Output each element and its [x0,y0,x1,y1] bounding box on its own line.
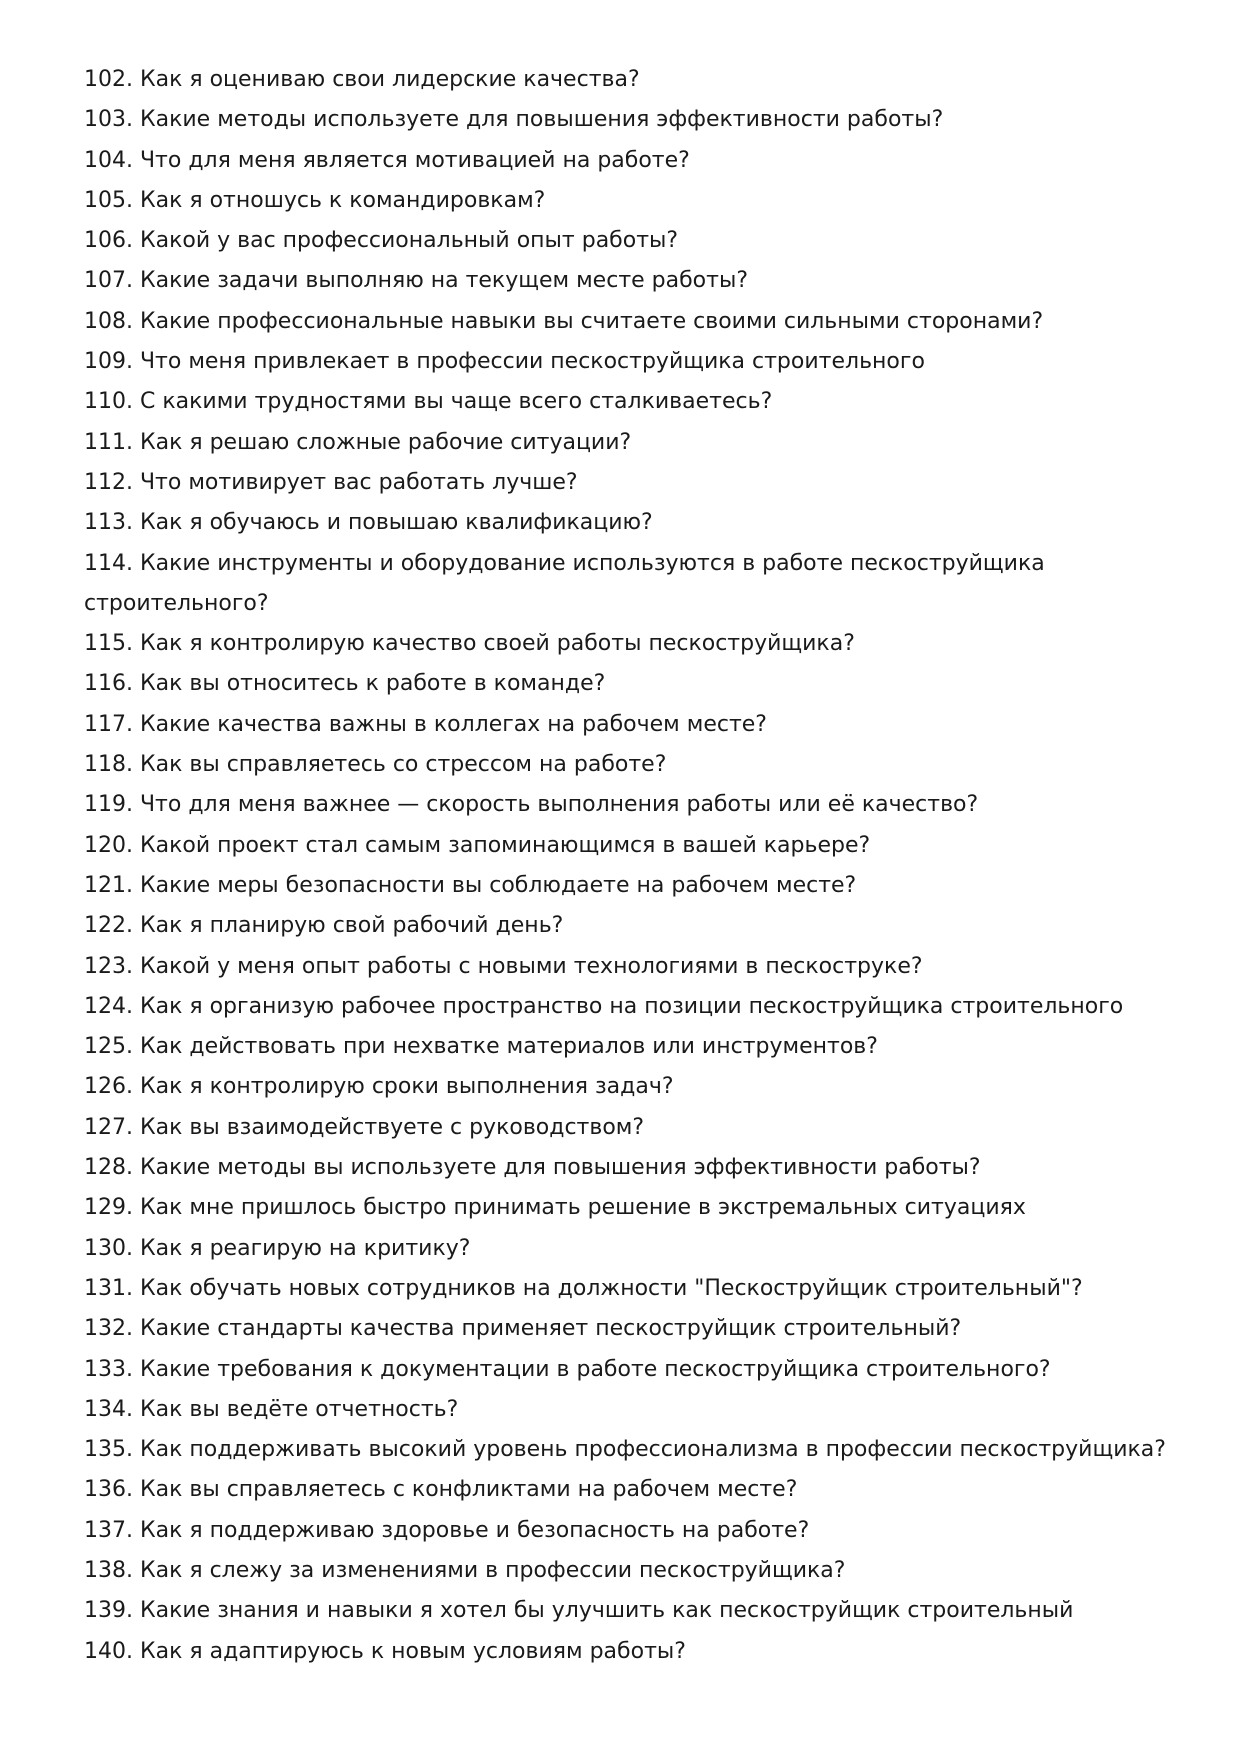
question-item: 126. Как я контролирую сроки выполнения задач? [84,1074,674,1100]
question-item: 121. Какие меры безопасности вы соблюдаете на рабочем месте? [84,872,857,898]
question-item: 136. Как вы справляетесь с конфликтами на рабочем месте? [84,1477,798,1503]
question-item: 110. С какими трудностями вы чаще всего сталкиваетесь? [84,389,773,415]
question-item: 108. Какие профессиональные навыки вы считаете своими сильными сторонами? [84,308,1044,334]
question-item: 135. Как поддерживать высокий уровень профессионализма в профессии пескоструйщика? [84,1437,1166,1463]
question-item: 125. Как действовать при нехватке материалов или инструментов? [84,1034,878,1060]
question-item: 104. Что для меня является мотивацией на работе? [84,147,690,173]
question-item: 111. Как я решаю сложные рабочие ситуации? [84,429,632,455]
question-item: 134. Как вы ведёте отчетность? [84,1396,459,1422]
question-item: 106. Какой у вас профессиональный опыт работы? [84,228,679,254]
question-list [84,60,1184,1672]
question-item: 117. Какие качества важны в коллегах на рабочем месте? [84,711,767,737]
question-item: 109. Что меня привлекает в профессии пескоструйщика строительного [84,349,925,375]
question-item: 115. Как я контролирую качество своей работы пескоструйщика? [84,631,855,657]
question-item: 129. Как мне пришлось быстро принимать решение в экстремальных ситуациях [84,1195,1026,1221]
question-item: 123. Какой у меня опыт работы с новыми технологиями в пескострукe? [84,953,923,979]
question-item: 130. Как я реагирую на критику? [84,1235,471,1261]
question-item: 118. Как вы справляетесь со стрессом на работе? [84,752,667,778]
question-item: 140. Как я адаптируюсь к новым условиям работы? [84,1638,686,1664]
question-item: 107. Какие задачи выполняю на текущем месте работы? [84,268,748,294]
question-item: 131. Как обучать новых сотрудников на должности "Пескоструйщик строительный"? [84,1275,1083,1301]
question-item: 137. Как я поддерживаю здоровье и безопасность на работе? [84,1517,810,1543]
question-item: 112. Что мотивирует вас работать лучше? [84,469,578,495]
question-item: 128. Какие методы вы используете для повышения эффективности работы? [84,1155,981,1181]
question-item: 138. Как я слежу за изменениями в профессии пескоструйщика? [84,1557,846,1583]
question-item: 139. Какие знания и навыки я хотел бы улучшить как пескоструйщик строительный [84,1598,1074,1624]
question-item: 119. Что для меня важнее — скорость выполнения работы или её качество? [84,792,979,818]
question-item: 102. Как я оцениваю свои лидерские качества? [84,67,640,92]
question-item: 114. Какие инструменты и оборудование используются в работе пескоструйщика строительного? [84,550,1045,616]
question-item: 105. Как я отношусь к командировкам? [84,187,546,213]
question-item: 103. Какие методы используете для повышения эффективности работы? [84,107,944,133]
question-item: 120. Какой проект стал самым запоминающимся в вашей карьере? [84,832,871,858]
question-item: 113. Как я обучаюсь и повышаю квалификацию? [84,510,653,536]
question-item: 133. Какие требования к документации в работе пескоструйщика строительного? [84,1356,1051,1382]
question-item: 124. Как я организую рабочее пространство на позиции пескоструйщика строительного [84,993,1124,1019]
question-item: 132. Какие стандарты качества применяет пескоструйщик строительный? [84,1316,962,1342]
question-item: 116. Как вы относитесь к работе в команде? [84,671,606,697]
question-item: 122. Как я планирую свой рабочий день? [84,913,564,939]
question-item: 127. Как вы взаимодействуете с руководством? [84,1114,645,1140]
